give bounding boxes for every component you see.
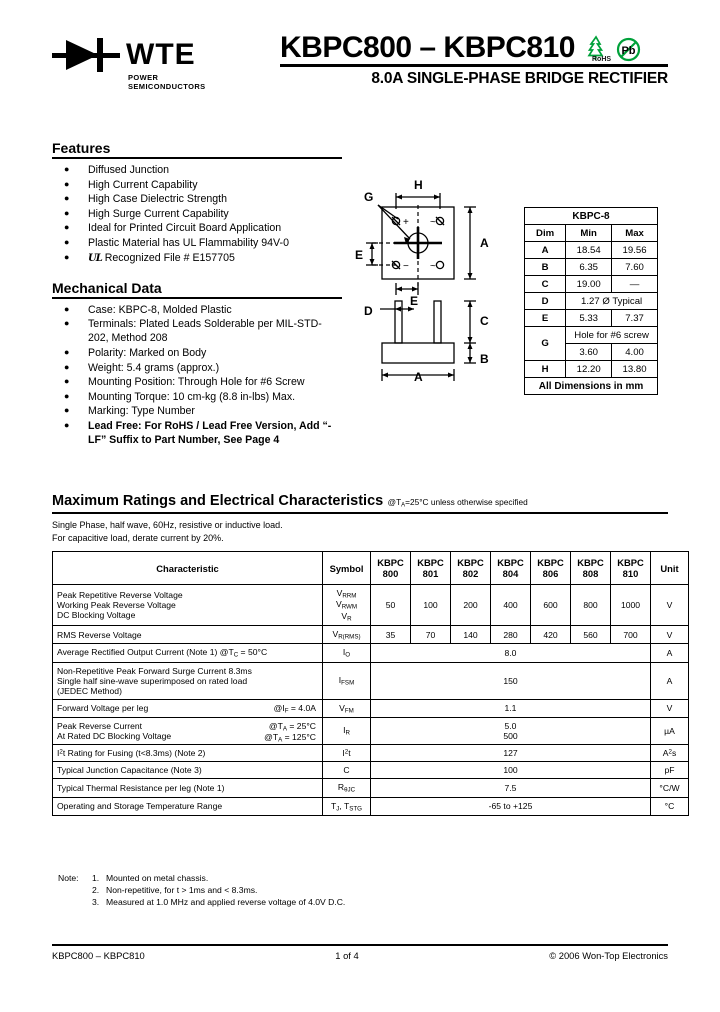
col-header-symbol: Symbol [323, 552, 371, 585]
table-row [53, 626, 689, 644]
dim-min: 19.00 [566, 276, 612, 293]
cell-value: 1000 [611, 585, 651, 626]
cell-value: 200 [451, 585, 491, 626]
cell-value-merged [371, 718, 651, 745]
cell-value-merged: 1.1 [371, 699, 651, 717]
list-item: ● Mounting Torque: 10 cm-kg (8.8 in-lbs) Max. [52, 390, 342, 404]
row-symbol: $V_{R(RMS)}$ [323, 626, 371, 644]
footer-page-number: 1 of 4 [335, 950, 359, 961]
dim-label-a-bottom: A [414, 370, 423, 384]
cell-value: 70 [411, 626, 451, 644]
notes-spacer [58, 896, 92, 908]
list-item: ● High Current Capability [52, 178, 342, 192]
cell-unit: A [651, 662, 689, 699]
mechanical-heading: Mechanical Data [52, 280, 342, 299]
dim-min: 6.35 [566, 259, 612, 276]
terminal-mark-ac2: ~ [430, 261, 436, 272]
list-item: ● Marking: Type Number [52, 404, 342, 418]
list-item: ● Plastic Material has UL Flammability 94V-0 [52, 236, 342, 250]
col-header-kbpc810: KBPC 810 [611, 552, 651, 585]
table-row [525, 327, 658, 344]
cell-unit: V [651, 626, 689, 644]
cell-value-merged: 100 [371, 762, 651, 779]
dim-label-c: C [480, 314, 489, 328]
characteristic-line: Forward Voltage per leg [57, 703, 149, 714]
cell-value: 100 [411, 585, 451, 626]
cell-value-merged: 150 [371, 662, 651, 699]
col-header-dim: Dim [525, 225, 566, 242]
ratings-conditions [52, 519, 668, 544]
row-symbol: $V_{RRM}$ $V_{RWM}$ $V_R$ [323, 585, 371, 626]
dim-span: Hole for #6 screw [566, 327, 658, 344]
characteristic-line: Peak Repetitive Reverse Voltage [57, 590, 183, 601]
col-header-kbpc804: KBPC 804 [491, 552, 531, 585]
characteristic-condition-1: $@T_A = 25^\circ C$ [268, 721, 316, 733]
cell-value: 420 [531, 626, 571, 644]
col-header-characteristic: Characteristic [53, 552, 323, 585]
row-characteristic: Typical Thermal Resistance per leg (Note 1) [53, 779, 323, 797]
row-symbol: $I^2t$ [323, 745, 371, 762]
dimension-table [524, 207, 658, 395]
note-number: 2. [92, 885, 100, 895]
table-row [53, 779, 689, 797]
cell-value-merged: 127 [371, 745, 651, 762]
characteristic-line: Peak Reverse Current [57, 721, 143, 732]
table-row [53, 662, 689, 699]
row-characteristic: $I^2t$ Rating for Fusing (t<8.3ms) (Note 2) [53, 745, 323, 762]
note-text: Non-repetitive, for t > 1ms and < 8.3ms. [106, 885, 258, 895]
ratings-heading-main: Maximum Ratings and Electrical Characteristics [52, 493, 384, 509]
table-row [53, 718, 689, 745]
table-row [53, 585, 689, 626]
compliance-icons [585, 34, 641, 62]
table-row [53, 762, 689, 779]
table-row [525, 225, 658, 242]
dim-label-h: H [414, 178, 423, 192]
cell-unit: µA [651, 718, 689, 745]
condition-line-2: For capacitive load, derate current by 20%. [52, 532, 224, 543]
cell-value: 800 [571, 585, 611, 626]
table-row [525, 259, 658, 276]
row-characteristic [53, 585, 323, 626]
cell-unit: V [651, 585, 689, 626]
row-symbol: $I_{FSM}$ [323, 662, 371, 699]
brand-tagline: POWER SEMICONDUCTORS [128, 73, 206, 91]
left-column [52, 140, 342, 448]
table-row [525, 361, 658, 378]
note-row [58, 872, 345, 884]
features-heading: Features [52, 140, 342, 159]
dim-name: A [525, 242, 566, 259]
notes-spacer [58, 884, 92, 896]
table-row [525, 293, 658, 310]
package-drawing [352, 175, 522, 390]
col-header-unit: Unit [651, 552, 689, 585]
terminal-mark-minus: − [403, 261, 409, 272]
dim-label-e-horiz: E [410, 294, 419, 308]
mechanical-list [52, 303, 342, 447]
dim-name: C [525, 276, 566, 293]
condition-line-1: Single Phase, half wave, 60Hz, resistive or inductive load. [52, 520, 283, 530]
dim-label-b: B [480, 352, 489, 366]
dim-name: E [525, 310, 566, 327]
footer-part-range: KBPC800 – KBPC810 [52, 950, 145, 961]
cell-value: 600 [531, 585, 571, 626]
ratings-heading [52, 492, 668, 514]
row-characteristic: Operating and Storage Temperature Range [53, 797, 323, 815]
row-characteristic: Typical Junction Capacitance (Note 3) [53, 762, 323, 779]
col-header-kbpc802: KBPC 802 [451, 552, 491, 585]
ratings-heading-condition: $@T_A=25^\circ C$ unless otherwise specified [387, 497, 528, 509]
cell-value-merged: 8.0 [371, 644, 651, 662]
list-item [52, 251, 342, 266]
cell-value-merged: -65 to +125 [371, 797, 651, 815]
dim-name: B [525, 259, 566, 276]
list-item: ● Lead Free: For RoHS / Lead Free Version, Add “-LF” Suffix to Part Number, See Page 4 [52, 419, 342, 447]
terminal-mark-plus: + [403, 217, 409, 228]
characteristic-line: (JEDEC Method) [57, 685, 122, 696]
features-list [52, 163, 342, 266]
dim-min: 5.33 [566, 310, 612, 327]
table-row [525, 208, 658, 225]
table-row [525, 378, 658, 395]
terminal-mark-ac1: ~ [430, 217, 436, 228]
dim-min: 12.20 [566, 361, 612, 378]
list-item: ● Case: KBPC-8, Molded Plastic [52, 303, 342, 317]
list-item: ● Mounting Position: Through Hole for #6 Screw [52, 375, 342, 389]
row-symbol: C [323, 762, 371, 779]
rohs-tree-icon [585, 34, 611, 62]
table-row [525, 276, 658, 293]
dim-max: 13.80 [612, 361, 658, 378]
dim-name: D [525, 293, 566, 310]
note-number: 1. [92, 873, 100, 883]
list-item-label: Recognized File # E157705 [104, 251, 235, 264]
footer-copyright: © 2006 Won-Top Electronics [549, 950, 668, 961]
cell-value-line: 500 [503, 731, 518, 742]
list-item: ● Ideal for Printed Circuit Board Application [52, 221, 342, 235]
diode-symbol-icon [52, 38, 124, 72]
cell-unit: °C/W [651, 779, 689, 797]
dim-table-footer: All Dimensions in mm [525, 378, 658, 395]
note-number: 3. [92, 897, 100, 907]
dim-label-d: D [364, 304, 373, 318]
brand-name: WTE [126, 38, 196, 71]
col-header-kbpc806: KBPC 806 [531, 552, 571, 585]
list-item: ● Weight: 5.4 grams (approx.) [52, 361, 342, 375]
cell-unit: A [651, 644, 689, 662]
row-symbol: $I_R$ [323, 718, 371, 745]
dim-max: 7.37 [612, 310, 658, 327]
row-characteristic [53, 699, 323, 717]
notes-section [58, 872, 345, 908]
cell-unit: °C [651, 797, 689, 815]
table-row [53, 797, 689, 815]
row-characteristic: RMS Reverse Voltage [53, 626, 323, 644]
cell-value: 560 [571, 626, 611, 644]
characteristic-line: Non-Repetitive Peak Forward Surge Current 8.3ms [57, 665, 252, 676]
page-subtitle: 8.0A SINGLE-PHASE BRIDGE RECTIFIER [371, 69, 668, 87]
cell-unit: $A^2s$ [651, 745, 689, 762]
page-footer [52, 944, 668, 961]
dim-max: 4.00 [612, 344, 658, 361]
table-header-row [53, 552, 689, 585]
table-row [525, 242, 658, 259]
cell-value-line: 5.0 [504, 721, 517, 732]
row-characteristic [53, 718, 323, 745]
list-item: ● High Case Dielectric Strength [52, 192, 342, 206]
characteristic-condition-2: $@T_A = 125^\circ C$ [264, 732, 316, 744]
characteristic-line: DC Blocking Voltage [57, 610, 136, 621]
lead-free-icon [616, 37, 641, 62]
row-symbol: $V_{FM}$ [323, 699, 371, 717]
row-characteristic [53, 662, 323, 699]
list-item: ● Polarity: Marked on Body [52, 346, 342, 360]
dim-max: — [612, 276, 658, 293]
title-block [280, 32, 668, 88]
cell-value: 50 [371, 585, 411, 626]
table-row [53, 745, 689, 762]
ratings-table [52, 551, 689, 816]
characteristic-line: Single half sine-wave superimposed on rated load [57, 675, 248, 686]
footer-divider [52, 944, 668, 946]
cell-unit: V [651, 699, 689, 717]
dim-max: 7.60 [612, 259, 658, 276]
table-row [53, 699, 689, 717]
note-text: Measured at 1.0 MHz and applied reverse voltage of 4.0V D.C. [106, 897, 346, 907]
cell-value: 280 [491, 626, 531, 644]
rohs-label: RoHS [591, 55, 612, 63]
table-row [525, 310, 658, 327]
list-item: ● Diffused Junction [52, 163, 342, 177]
cell-value: 140 [451, 626, 491, 644]
page-header [52, 26, 668, 108]
note-row [58, 896, 345, 908]
col-header-kbpc808: KBPC 808 [571, 552, 611, 585]
note-row [58, 884, 345, 896]
dim-span: 1.27 Ø Typical [566, 293, 658, 310]
note-text: Mounted on metal chassis. [106, 873, 209, 883]
cell-value: 35 [371, 626, 411, 644]
cell-unit: pF [651, 762, 689, 779]
cell-value: 400 [491, 585, 531, 626]
col-header-kbpc800: KBPC 800 [371, 552, 411, 585]
dim-min: 3.60 [566, 344, 612, 361]
dim-table-title: KBPC-8 [525, 208, 658, 225]
ratings-section [52, 492, 680, 816]
dim-max: 19.56 [612, 242, 658, 259]
cell-value: 700 [611, 626, 651, 644]
col-header-kbpc801: KBPC 801 [411, 552, 451, 585]
table-row [53, 644, 689, 662]
dim-label-g: G [364, 190, 374, 204]
row-symbol: $I_O$ [323, 644, 371, 662]
list-item: ● High Surge Current Capability [52, 207, 342, 221]
dim-name: G [525, 327, 566, 361]
characteristic-line: Working Peak Reverse Voltage [57, 600, 176, 611]
col-header-min: Min [566, 225, 612, 242]
svg-text:Pb: Pb [621, 44, 636, 57]
row-symbol: $T_J$, $T_{STG}$ [323, 797, 371, 815]
dim-min: 18.54 [566, 242, 612, 259]
notes-label: Note: [58, 873, 79, 883]
dim-name: H [525, 361, 566, 378]
row-symbol: $R_{\theta JC}$ [323, 779, 371, 797]
dim-label-e-vert: E [355, 248, 364, 262]
col-header-max: Max [612, 225, 658, 242]
ul-logo-icon: UL [88, 252, 102, 264]
company-logo [52, 38, 232, 91]
dim-label-a-top: A [480, 236, 489, 250]
characteristic-condition: $@I_F = 4.0A$ [273, 702, 316, 715]
page-title: KBPC800 – KBPC810 [280, 31, 575, 64]
list-item: ● Terminals: Plated Leads Solderable per MIL-STD-202, Method 208 [52, 317, 342, 345]
characteristic-line: At Rated DC Blocking Voltage [57, 731, 172, 742]
cell-value-merged: 7.5 [371, 779, 651, 797]
row-characteristic: Average Rectified Output Current (Note 1) $@T_C = 50^\circ C$ [53, 644, 323, 662]
